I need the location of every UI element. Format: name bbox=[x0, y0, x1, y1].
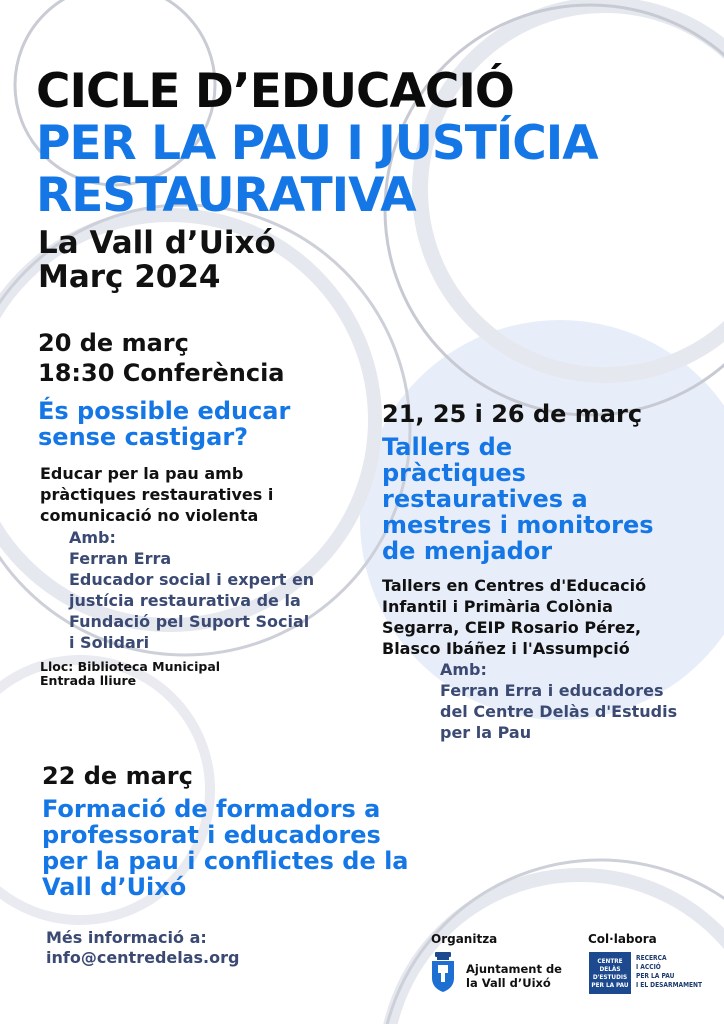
event1-venue: Lloc: Biblioteca Municipal bbox=[40, 659, 221, 674]
title-line-1: CICLE D’EDUCACIÓ bbox=[36, 64, 514, 119]
event1-amb-label: Amb: bbox=[69, 528, 116, 547]
event2-description bbox=[382, 575, 702, 659]
delas-tagline-line: PER LA PAU bbox=[636, 972, 675, 980]
ajuntament-crest-icon bbox=[429, 952, 457, 992]
organizer-name-line: la Vall d’Uixó bbox=[466, 976, 551, 990]
event2-speaker-line: del Centre Delàs d'Estudis bbox=[440, 702, 678, 721]
event2-speaker-line: per la Pau bbox=[440, 723, 532, 742]
contact-block bbox=[46, 928, 239, 968]
event1-venue-block bbox=[40, 660, 220, 688]
event2-description-line: Tallers en Centres d'Educació bbox=[382, 576, 647, 595]
event2-heading-line: mestres i monitores bbox=[382, 511, 654, 539]
event2-date: 21, 25 i 26 de març bbox=[382, 400, 643, 428]
title-line-2: PER LA PAU I JUSTÍCIA bbox=[36, 116, 598, 171]
event1-heading bbox=[38, 398, 358, 450]
event3-heading-line: per la pau i conflictes de la bbox=[42, 847, 409, 875]
event1-speaker bbox=[69, 527, 359, 653]
event1-speaker-bio-line: Educador social i expert en bbox=[69, 570, 315, 589]
event3-heading-line: Vall d’Uixó bbox=[42, 873, 187, 901]
event2-amb-label: Amb: bbox=[440, 660, 487, 679]
event2-heading-line: pràctiques bbox=[382, 459, 526, 487]
contact-email-link[interactable]: info@centredelas.org bbox=[46, 948, 240, 967]
deco-ring-top-right bbox=[420, 5, 724, 375]
event1-entry: Entrada lliure bbox=[40, 673, 137, 688]
location-block bbox=[38, 226, 276, 294]
collaborator-label: Col·labora bbox=[588, 932, 657, 946]
event1-description-line: Educar per la pau amb bbox=[40, 464, 244, 483]
city: La Vall d’Uixó bbox=[38, 225, 276, 261]
event3-heading-line: Formació de formadors a bbox=[42, 795, 381, 823]
event2-description-line: Infantil i Primària Colònia bbox=[382, 597, 613, 616]
event1-description bbox=[40, 463, 340, 526]
event3-heading bbox=[42, 796, 502, 900]
delas-tagline-line: RECERCA bbox=[636, 954, 667, 962]
event1-speaker-bio-line: i Solidari bbox=[69, 633, 150, 652]
delas-tagline-line: I EL DESARMAMENT bbox=[636, 981, 703, 989]
event3-heading-line: professorat i educadores bbox=[42, 821, 381, 849]
delas-logo-line: PER LA PAU bbox=[591, 981, 629, 989]
event1-speaker-name: Ferran Erra bbox=[69, 549, 172, 568]
event2-speaker bbox=[440, 659, 710, 743]
organizer-label: Organitza bbox=[431, 932, 498, 946]
contact-label: Més informació a: bbox=[46, 928, 207, 947]
period: Març 2024 bbox=[38, 259, 221, 295]
event1-date: 20 de març bbox=[38, 329, 189, 357]
delas-logo-line: CENTRE DELÀS bbox=[597, 957, 623, 973]
event2-heading bbox=[382, 434, 712, 564]
event1-time-type: 18:30 Conferència bbox=[38, 359, 285, 387]
event1-speaker-bio-line: justícia restaurativa de la bbox=[69, 591, 301, 610]
event2-heading-line: restauratives a bbox=[382, 485, 588, 513]
delas-logo-line: D'ESTUDIS bbox=[592, 973, 628, 981]
event2-description-line: Blasco Ibáñez i l'Assumpció bbox=[382, 639, 630, 658]
centre-delas-tagline bbox=[636, 954, 702, 990]
delas-tagline-line: I ACCIÓ bbox=[636, 963, 661, 971]
organizer-name bbox=[466, 962, 562, 990]
organizer-name-line: Ajuntament de bbox=[466, 962, 562, 976]
event2-heading-line: de menjador bbox=[382, 537, 553, 565]
event1-heading-line: sense castigar? bbox=[38, 423, 249, 451]
event1-heading-line: És possible educar bbox=[38, 397, 291, 425]
event1-description-line: pràctiques restauratives i bbox=[40, 485, 274, 504]
event3-date: 22 de març bbox=[42, 762, 193, 790]
event1-description-line: comunicació no violenta bbox=[40, 506, 259, 525]
centre-delas-logo bbox=[589, 952, 631, 994]
event2-description-line: Segarra, CEIP Rosario Pérez, bbox=[382, 618, 642, 637]
event1-date-block bbox=[38, 328, 285, 388]
event2-heading-line: Tallers de bbox=[382, 433, 513, 461]
event1-speaker-bio-line: Fundació pel Suport Social bbox=[69, 612, 310, 631]
event2-speaker-line: Ferran Erra i educadores bbox=[440, 681, 664, 700]
title-line-3: RESTAURATIVA bbox=[36, 168, 416, 223]
